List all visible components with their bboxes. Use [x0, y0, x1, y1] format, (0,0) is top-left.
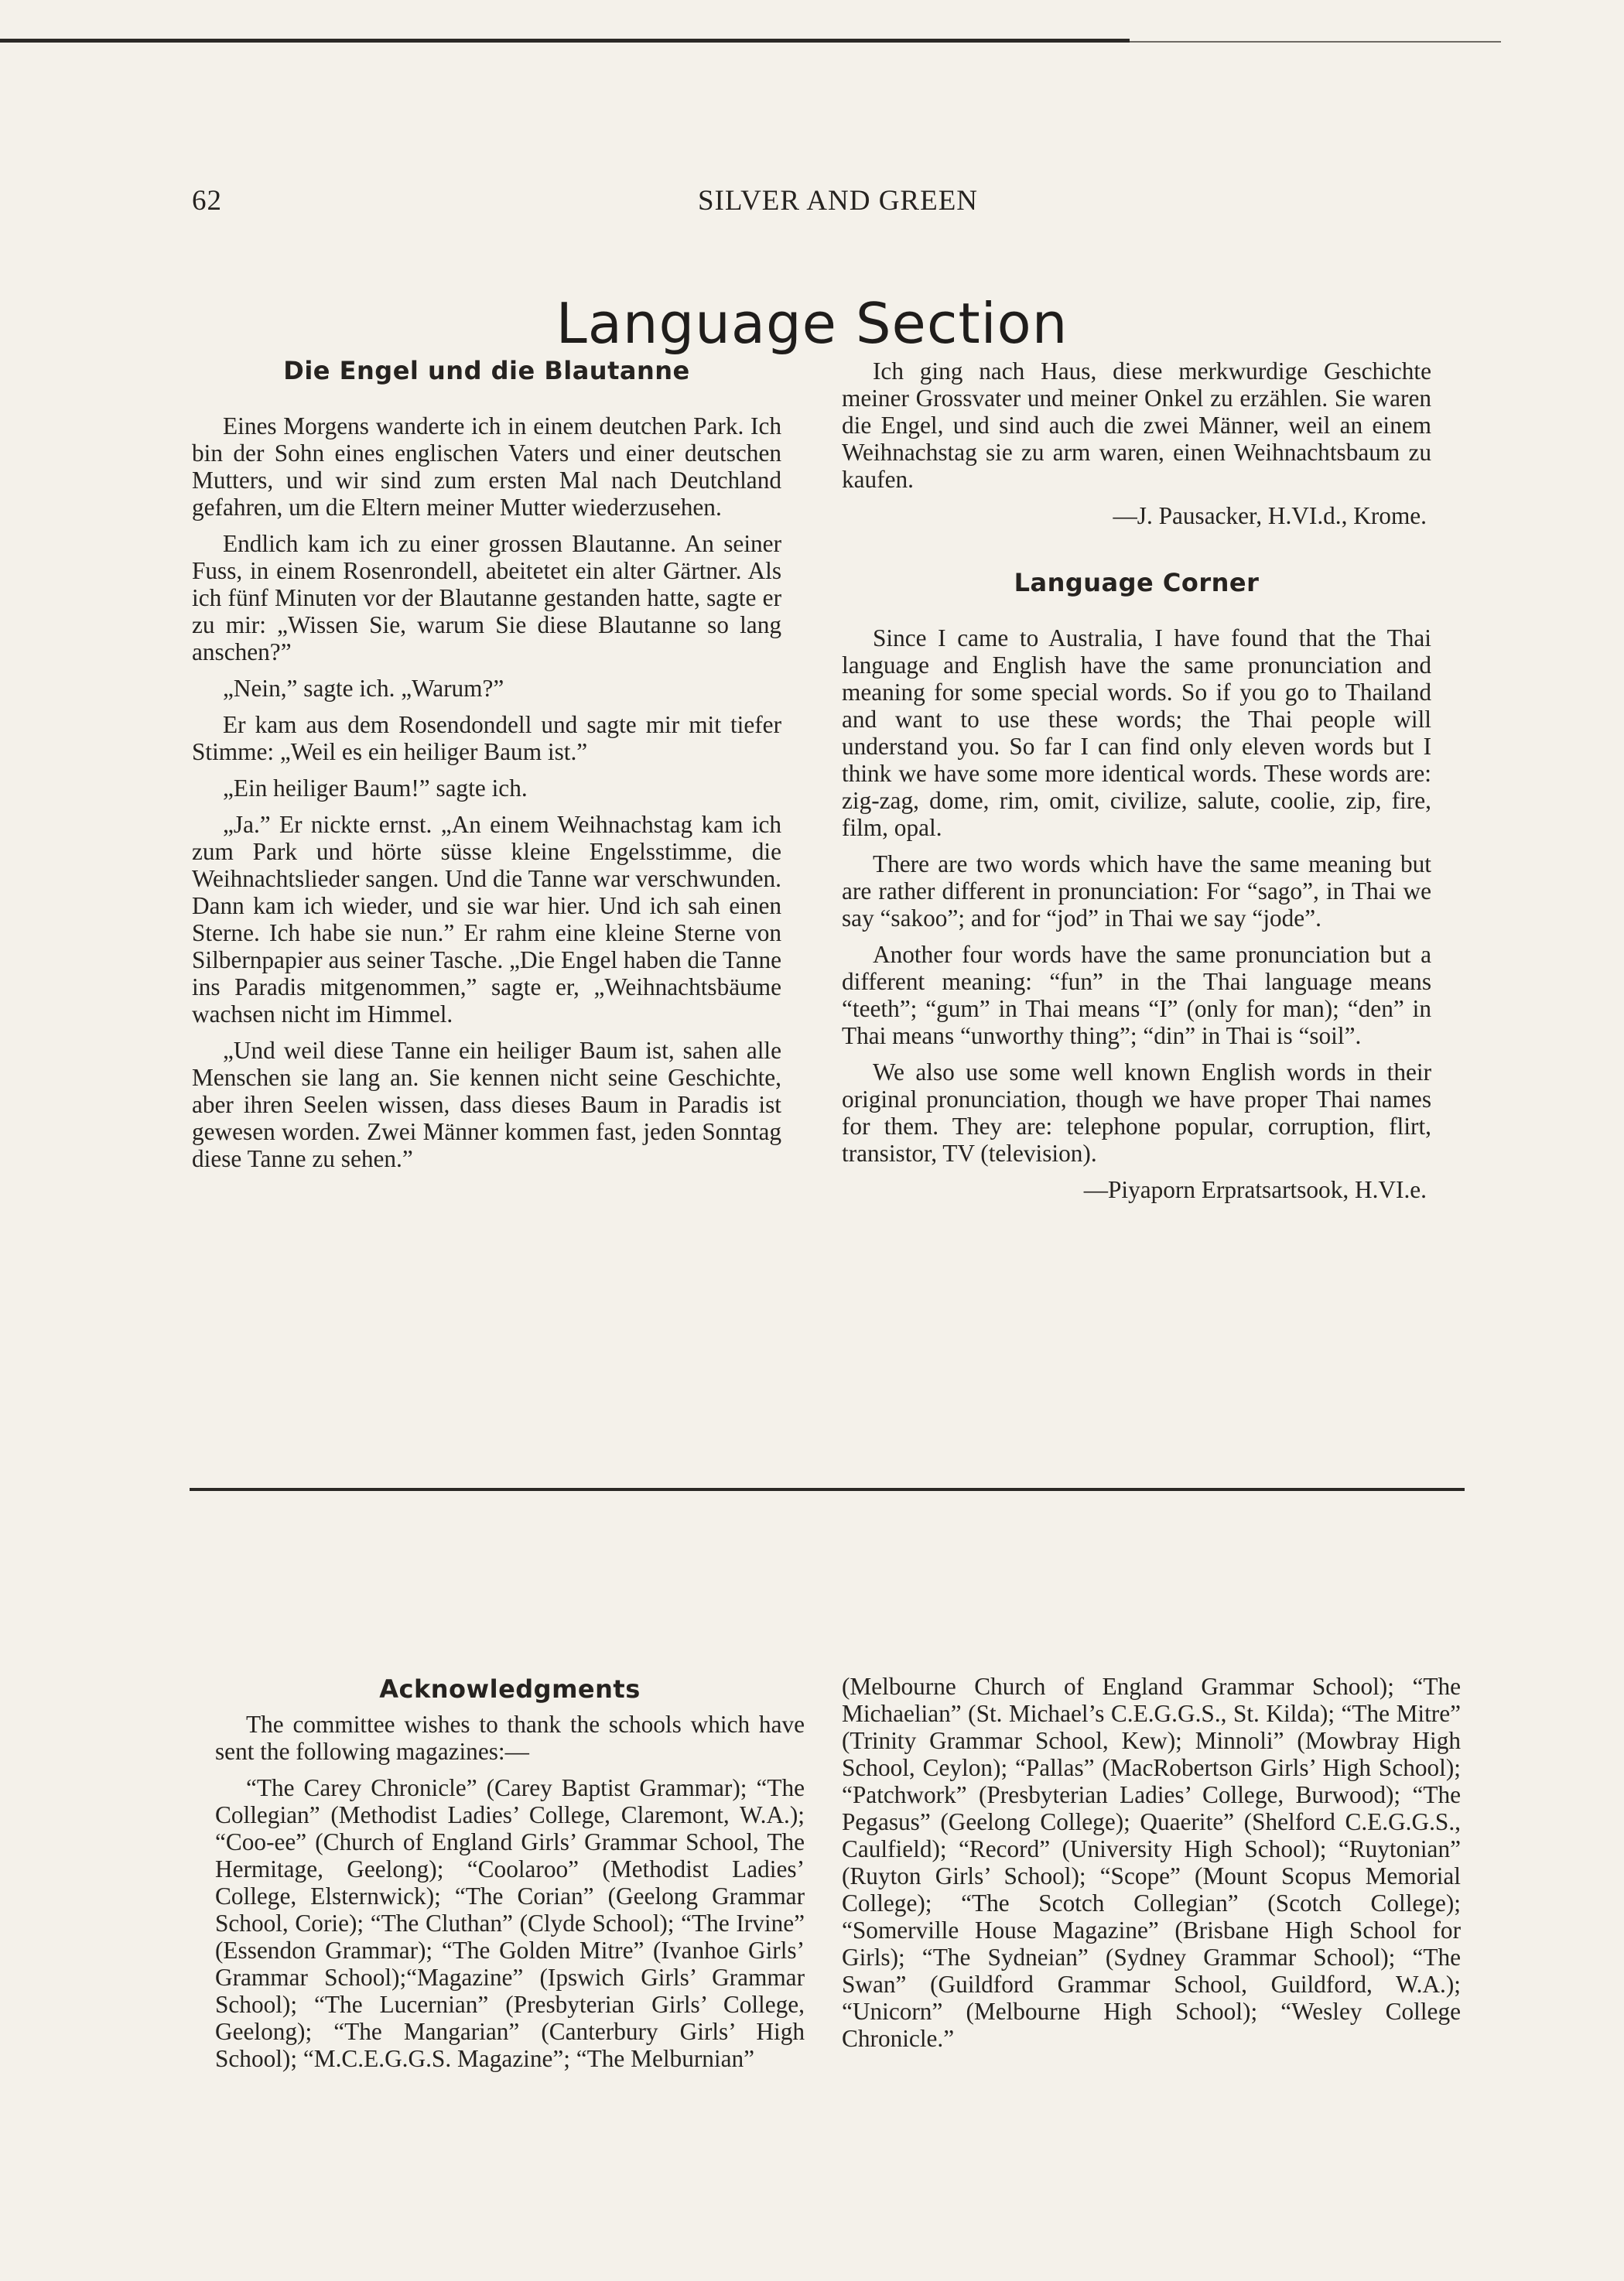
section-title: Language Section — [556, 291, 1068, 357]
article-paragraph: „Ja.” Er nickte ernst. „An einem Weihnachstag kam ich zum Park und hörte süsse kleine Engelsstimme, die Weihnachtslieder sangen. Und die Tanne war verschwunden. Dann kam ich wieder, und sie war hier. Und ich sah einen Sterne. Ich habe sie nun.” Er rahm eine kleine Sterne von Silbernpapier aus seiner Tasche. „Die Engel haben die Tanne ins Paradis mitgenommen,” sagte er, „Weihnachtsbäume wachsen nicht im Himmel. — [192, 811, 781, 1028]
top-border-rule-thin — [1130, 41, 1501, 43]
article-paragraph: Er kam aus dem Rosendondell und sagte mir mit tiefer Stimme: „Weil es ein heiliger Baum ist.” — [192, 711, 781, 765]
article-paragraph: Eines Morgens wanderte ich in einem deutchen Park. Ich bin der Sohn eines englischen Vaters und einer deutschen Mutters, und wir sind zum ersten Mal nach Deutchland gefahren, um die Eltern meiner Mutter wiederzusehen. — [192, 412, 781, 521]
article-paragraph: „Nein,” sagte ich. „Warum?” — [223, 675, 504, 702]
corner-paragraph: We also use some well known English words in their original pronunciation, though we have proper Thai names for them. They are: telephone popular, corruption, flirt, transistor, TV (television). — [842, 1058, 1431, 1167]
corner-paragraph: Another four words have the same pronunciation but a different meaning: “fun” in the Thai language means “teeth”; “gum” in Thai means “I” (only for man); “den” in Thai means “unworthy thing”; “din” in Thai is “soil”. — [842, 941, 1431, 1049]
acknowledgments-list-right: (Melbourne Church of England Grammar School); “The Michaelian” (St. Michael’s C.E.G.G.S., St. Kilda); “The Mitre” (Trinity Grammar School, Kew); Minnoli” (Mowbray High School, Ceylon); “Pallas” (MacRobertson Girls’ High School); “Patchwork” (Presbyterian Ladies’ College, Burwood); “The Pegasus” (Geelong College); Quaerite” (Shelford C.E.G.G.S., Caulfield); “Record” (University High School); “Ruytonian” (Ruyton Girls’ School); “Scope” (Mount Scopus Memorial College); “The Scotch Collegian” (Scotch College); “Somerville House Magazine” (Brisbane High School for Girls); “The Sydneian” (Sydney Grammar School); “The Swan” (Guildford Grammar School, Guildford, W.A.); “Unicorn” (Melbourne High School); “Wesley College Chronicle.” — [842, 1673, 1461, 2052]
acknowledgments-right-column — [842, 1673, 1461, 2061]
corner-paragraph: There are two words which have the same meaning but are rather different in pronunciation: For “sago”, in Thai we say “sakoo”; and for “jod” in Thai we say “jode”. — [842, 850, 1431, 932]
article-paragraph: Ich ging nach Haus, diese merkwurdige Geschichte meiner Grossvater und meiner Onkel zu erzählen. Sie waren die Engel, und sind auch die zwei Männer, weil an einem Weihnachstag sie zu arm waren, einen Weihnachtsbaum zu kaufen. — [842, 357, 1431, 493]
language-corner-signature: —Piyaporn Erpratsartsook, H.VI.e. — [1083, 1176, 1427, 1203]
section-divider — [190, 1488, 1465, 1491]
article-paragraph: „Und weil diese Tanne ein heiliger Baum ist, sahen alle Menschen sie lang an. Sie kennen nicht seine Geschichte, aber ihren Seelen wissen, dass dieses Baum in Paradis ist gewesen worden. Zwei Männer kommen fast, jeden Sonntag diese Tanne zu sehen.” — [192, 1037, 781, 1172]
acknowledgments-title: Acknowledgments — [379, 1674, 641, 1704]
german-article-title: Die Engel und die Blautanne — [283, 356, 690, 385]
top-border-rule — [0, 39, 1130, 43]
running-title: SILVER AND GREEN — [697, 185, 979, 217]
page-number: 62 — [192, 185, 222, 217]
language-corner-title: Language Corner — [1014, 568, 1260, 597]
acknowledgments-list-left: “The Carey Chronicle” (Carey Baptist Grammar); “The Collegian” (Methodist Ladies’ College, Claremont, W.A.); “Coo-ee” (Church of England Girls’ Grammar School, The Hermitage, Geelong); “Coolaroo” (Methodist Ladies’ College, Elsternwick); “The Corian” (Geelong Grammar School, Corie); “The Cluthan” (Clyde School); “The Irvine” (Essendon Grammar); “The Golden Mitre” (Ivanhoe Girls’ Grammar School);“Magazine” (Ipswich Girls’ Grammar School); “The Lucernian” (Presbyterian Girls’ College, Geelong); “The Mangarian” (Canterbury Girls’ High School); “M.C.E.G.G.S. Magazine”; “The Melburnian” — [215, 1774, 805, 2072]
corner-paragraph: Since I came to Australia, I have found that the Thai language and English have the same pronunciation and meaning for some special words. So if you go to Thailand and want to use these words; the Thai people will understand you. So far I can find only eleven words but I think we have some more identical words. These words are: zig-zag, dome, rim, omit, civilize, salute, coolie, zip, fire, film, opal. — [842, 624, 1431, 841]
article-paragraph: „Ein heiliger Baum!” sagte ich. — [223, 775, 528, 802]
german-article-signature: —J. Pausacker, H.VI.d., Krome. — [1113, 502, 1427, 529]
page-header — [192, 184, 1484, 218]
acknowledgments-intro: The committee wishes to thank the schools which have sent the following magazines:— — [215, 1711, 805, 1765]
right-column — [842, 357, 1431, 1212]
acknowledgments-left-column — [215, 1676, 805, 2081]
german-article-column — [192, 357, 781, 1182]
article-paragraph: Endlich kam ich zu einer grossen Blautanne. An seiner Fuss, in einem Rosenrondell, abeitetet ein alter Gärtner. Als ich fünf Minuten vor der Blautanne gestanden hatte, sagte er zu mir: „Wissen Sie, warum Sie diese Blautanne so lang anschen?” — [192, 530, 781, 665]
